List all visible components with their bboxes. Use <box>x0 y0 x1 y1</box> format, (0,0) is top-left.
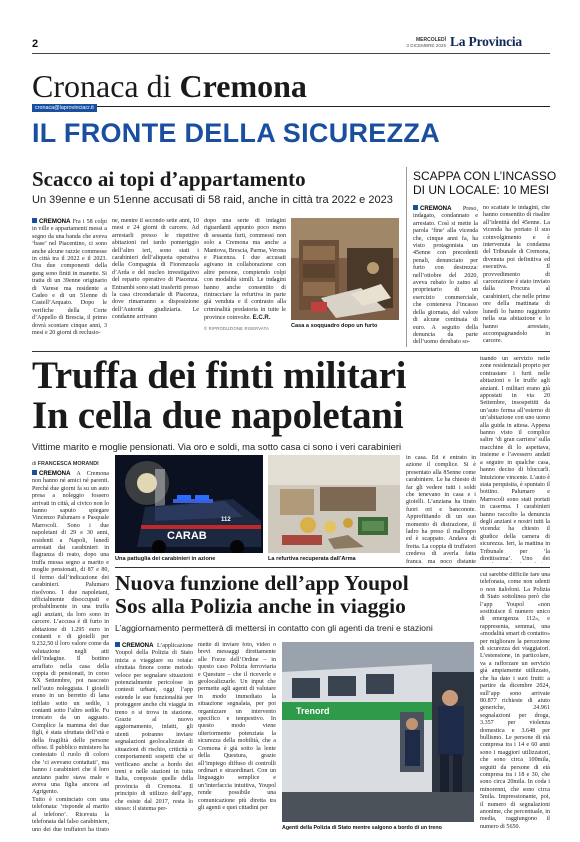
article1-subtitle: Un 39enne e un 51enne accusati di 58 raid, anche in città tra 2022 e 2023 <box>32 194 393 206</box>
section-email[interactable]: cronaca@laprovinciacr.it <box>32 104 97 112</box>
article3-col1 <box>115 642 193 832</box>
header-rule <box>32 53 550 54</box>
article2-col1 <box>32 470 109 831</box>
article3-subtitle: L’aggiornamento permetterà di mettersi in contatto con gli agenti da treni e stazioni <box>115 623 433 633</box>
article1-col1-text: Fra i 58 colpi in ville e appartamenti messi a segno da una banda che aveva ‘base’ nel Piacentino, ci sono anche alcune razzie commesse in città tra il 2022 e il 2023. Ora due componenti della gang sono finiti in manette. Si tratta di un 39enne originario di Varese ma residente a Cadeo e di un 51enne di Castell’Arquato. Dopo le verifiche della Corte d’Appello di Brescia, il primo dovrà scontare cinque anni, 3 mesi e 20 giorni di reclusio- <box>32 219 107 337</box>
article2-col4 <box>480 356 550 563</box>
car-112-number: 112 <box>221 517 231 523</box>
article3-col2-text: mette di inviare foto, video o brevi messaggi direttamente alle Forze dell’Ordine – in questo caso Polizia ferroviaria e Questure – che il riceverle e geolocalizzarle. Un input che permette agli agenti di valutare in modo immediato la situazione segnalata, per poi organizzare un intervento specifico e tempestivo. In questo modo viene ulteriormente potenziata la sicurezza della mobilità, che a Cremona è già sotto la lente della Questura, grazie all’impiego diffuso di controlli ordinari e straordinari. Con un linguaggio semplice e un’interfaccia intuitiva, Youpol rende possibile una comunicazione più diretta tra gli agenti e quei cittadini per <box>198 642 276 811</box>
article1-photo <box>291 218 399 320</box>
article3-title-line1: Nuova funzione dell’app Youpol <box>115 571 409 595</box>
section-title <box>32 70 307 102</box>
article1-photo-caption: Casa a soqquadro dopo un furto <box>291 323 378 329</box>
article3-col1-text: L’applicazione Youpol della Polizia di Stato inizia a viaggiare su rotaia: sfruttata finora come metodo veloce per segnalare situazioni potenzialmente pericolose in contesti urbani, oggi l’app estende le sue funzionalità per proteggere anche chi viaggia in treno o si trova in stazione. Grazie al nuovo aggiornamento, infatti, gli utenti potranno inviare segnalazioni geolocalizzate di situazioni di rischio, criticità o comportamenti sospetti che si verificano anche a bordo dei treni e nelle stazioni in tutta Italia, composte quelle della provincia di Cremona. Il principio di utilizzo dell’app, che esiste dal 2017, resta lo stesso: il sistema per- <box>115 643 193 812</box>
article2-byline <box>32 461 99 467</box>
section-city: Cremona <box>179 68 307 104</box>
article2-subtitle: Vittime marito e moglie pensionati. Via oro e soldi, ma sotto casa ci sono i veri carabinieri <box>32 441 402 452</box>
sidebar-title <box>413 169 556 197</box>
article3-photo-caption: Agenti della Polizia di Stato mentre salgono a bordo di un treno <box>282 825 442 831</box>
article2-photo2-caption: La refurtiva recuperata dall’Arma <box>268 556 356 562</box>
stolen-goods-image <box>268 455 400 553</box>
article2-title-line2: In cella due napoletani <box>32 394 404 437</box>
article2-photo1-caption: Una pattuglia dei carabinieri in azione <box>115 556 216 562</box>
car-carabinieri-lettering: CARAB <box>167 530 207 542</box>
article3-col3 <box>480 572 550 832</box>
section-rule <box>32 106 550 107</box>
article2-title-line1: Truffa dei finti militari <box>32 354 407 397</box>
carabinieri-car-image <box>115 455 263 553</box>
article3-title-line2: Sos alla Polizia anche in viaggio <box>115 594 406 618</box>
ransacked-room-image <box>291 218 399 320</box>
section-prefix: Cronaca di <box>32 68 172 104</box>
article3-photo <box>282 642 474 822</box>
banner-title: IL FRONTE DELLA SICUREZZA <box>32 118 440 148</box>
page-number: 2 <box>32 38 39 50</box>
article2-photo2 <box>268 455 400 553</box>
article1-bottom-rule <box>32 351 550 352</box>
article1-col1 <box>32 218 107 346</box>
sidebar-col2-text: no scattate le indagini, che hanno consentito di risalire all’identità del 45enne. La vicenda ha portato il suo coinvolgimento e è intervenuta la condanna del Tribunale di Cremona, divenuta poi definitiva ed esecutiva. Il provvedimento di carcerazione è stato inviato dalla Procura al carabinieri, che nelle prime ore della mattinata di lunedì lo hanno raggiunto nella sua abitazione e lo hanno arrestato, accompagnandolo in carcere. <box>483 205 550 345</box>
article2-col3-text: in casa. Ed è entrato in azione il complice. Si è presentato alla 85enne come carabiniere. Le ha chiesto di far gli vedere tutti i soldi che tenevano in casa e i gioielli. L’anziana ha tirato fuori ori e banconote. Approfittando di un suo momento di distrazione, il ladro ha preso il malloppo ed è scappato. Andava di fretta. La coppia di truffatori credeva di averla fatta franca, ma poco distante <box>406 455 476 563</box>
article1-author: E.C.R. <box>252 314 271 322</box>
article1-title: Scacco ai topi d’appartamento <box>32 167 306 191</box>
article2-byline-prefix: di <box>32 461 37 467</box>
article2-bottom-rule <box>115 567 550 568</box>
sidebar-col2 <box>483 205 550 347</box>
police-train-image <box>282 642 474 822</box>
article3-title <box>115 572 409 618</box>
article2-col4-text: tuando un servizio nelle zone residenziali proprio per contrastare i furti nelle abitazioni e le truffe agli anziani. I militari erano già appostati in via 20 Settembre, insospettiti da un’auto ferma all’esterno di un’abitazione con uno uomo alla guida in attesa. Appena hanno visto il complice salire ‘di gran carriera’ sulla macchine di lo aspettava, insieme e l’avessero andati a seguire in qualche casa, hanno deciso di bloccarli. Intuizione vincente. L’auto è stata perquisita, è spuntato il bottino. Palumaro e Marrocoli sono stati portati in caserma. I carabinieri hanno raccolto la denuncia degli anziani e nostri tutti la vicenda: ha chiesto il giudice della camera di sicurezza. Ieri, la mattina in Tribunale per ‘la direttissima’. Uno dei <box>480 356 550 562</box>
article2-photo1 <box>115 455 263 553</box>
sidebar-title-line1: SCAPPA CON L’INCASSO <box>413 169 557 183</box>
article3-dateline: CREMONA <box>115 642 153 649</box>
weekday: MERCOLEDÌ <box>416 37 446 43</box>
article2-col1-text: A Cremona non hanno né amici né parenti. Perché due giorni fa su un auto presa a noleggio fossero arrivati in città, al civico non lo hanno saputo spiegare Vincenzo Palumaro e Pasquale Marrocoli. Sono i due napoletani di 29 e 30 anni, residenti a Napoli, lunedì arrestati dai carabinieri in flagranza di reato, dopo una truffa messa segno a marito e moglie pensionati, di 87 e 80, il fermo dall’indicazione dei carabinieri. Palumaro risolvono. I due napoletani, ufficialmente disoccupati e probabilmente in una truffa agli anziani, da loro sono in carcere. L’accusa è di furto in abitazione di 1.295 euro in contanti e di gioielli per 9.232,50 il loro valore come da valutazione negli atti dell’indagine. Il bottino arraffato nella casa della coppia di pensionati, in corso XX Settembre, poi nascosto nell’auto noleggiata. I gioielli erano in un berretto di lana infilato sotto un sedile, i contanti sotto l’altro sedile. Fu troncato da un agguato. Complice la mamma dei due figli, è stata sfruttata dell’età e della fragilità delle persone offese. Il pubblico ministero ha contestato il ruolo di coloro che ‘ci avevano contattati’, ma hanno i carabinieri che il loro anziano padre stava male e aveva una figlia ancora ad Agrigento. <box>32 471 109 796</box>
article1-dateline: CREMONA <box>32 218 70 225</box>
article2-byline-name: FRANCESCA MORANDI <box>37 461 99 467</box>
article3-col2 <box>198 642 276 832</box>
article2-col2-text: Tutto è cominciato con una telefonata: ‘risponde al marito al telefono’. Ricevuta la telefonata dal falso carabiniere, uno dei due truffatori ha tirato <box>32 796 109 831</box>
article1-credit: © RIPRODUZIONE RISERVATA <box>204 325 270 331</box>
date: 3 DICEMBRE 2025 <box>406 43 446 48</box>
sidebar-col1-text: Preso, indagato, condannato e arrestato. Così si mette la parola ‘fine’ alla vicenda che, cinque anni fa, ha visto protagonista un 45enne con precedenti penali, denunciato per furto con destrezza: nell’ottobre del 2020, aveva rubato lo zaino al proprietario di un esercizio commerciale, che conteneva l’incasso della giornata, del valore di alcune centinaia di euro. A seguito della denuncia da parte dell’uomo derubato so- <box>413 206 478 346</box>
sidebar-title-line2: DI UN LOCALE: 10 MESI <box>413 183 550 197</box>
article3-col3-text: cui sarebbe difficile fare una telefonata, come non udenti o non italofoni. La Polizia di Stato sottolinea però che l’app Youpol «non sostituisce il numero unico di emergenza 112», e rappresenta, semmai, una «modalità smart di contatto» per migliorare la percezione di sicurezza dei viaggiatori. L’estensione, in particolare, va a rafforzare un servizio già ampiamente utilizzato, che ha dato i suoi frutti: a partire da dicembre 2024, sull’app sono arrivate 80.877 richieste di aiuto generiche, 24.961 segnalazioni per droga, 3.357 per violenza domestica e 3.648 per bullismo. Le persone di età compresa tra i 14 e 60 anni sono i maggiori utilizzatori, che sono circa 100mila, seguiti da persone di età compresa tra i 18 e 30, che sono circa 20mila. In coda i minorenni, che sono circa 5mila. Impressionante, poi, il numero di segnalazioni anonime, che percentuale, in media, raggiungono il numero di 5650. <box>480 572 550 830</box>
sidebar-dateline: CREMONA <box>413 205 451 212</box>
article1-col3 <box>204 218 286 346</box>
article2-title <box>32 356 406 436</box>
masthead: La Provincia <box>450 34 522 49</box>
article1-col3-text: dopo una serie di indagini riguardanti appunto poco meno di sessanta furti, commessi non solo a Cremona ma anche a Mantova, Brescia, Parma, Verona e Piacenza. I due accusati agivano in collaborazione con altre persone, compiendo colpi con modalità simili. Le indagini hanno anche consentito di rintracciare la refurtiva in parte già venduta e il contrasto alla criminalità predatoria in tutte le province coinvolte. <box>204 218 286 322</box>
article2-dateline: CREMONA <box>32 470 70 477</box>
train-trenord-logo: Trenord <box>296 706 330 716</box>
article1-col2-text: ne, mentre il secondo sette anni, 10 mesi e 24 giorni di carcere. Ad arrestarli presso le rispettive abitazioni nel tardo pomeriggio dell’altro ieri, sono stati i carabinieri dell’aliquota operativa della Compagnia di Fiorenzuola d’Arda e del nucleo investigativo del reparto operativo di Piacenza. Entrambi sono stati trasferiti presso la casa circondariale di Piacenza, dove rimarranno a disposizione dell’Autorità giudiziaria. Le condanne arrivano <box>112 218 199 321</box>
article2-col3 <box>406 455 476 563</box>
sidebar-col1 <box>413 205 478 347</box>
article1-col2 <box>112 218 199 346</box>
